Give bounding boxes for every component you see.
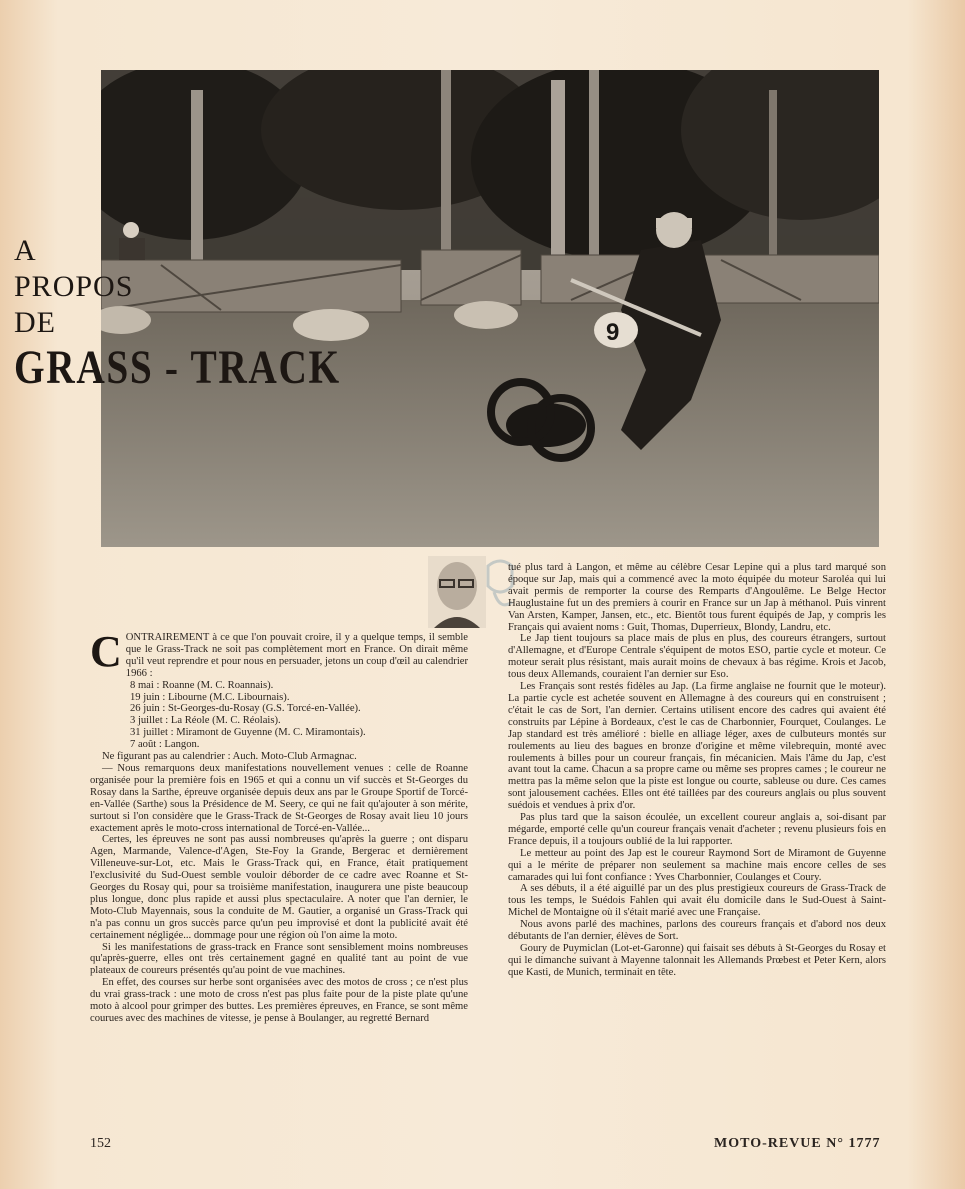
paragraph: Goury de Puymiclan (Lot-et-Garonne) qui faisait ses débuts à St-Georges du Rosay et qui le dimanche suivant à Mayenne talonnait les Allemands Prœbest et Peter Kern, alors que Kasti, de Munich, terminait en tête. (508, 943, 886, 978)
page-number: 152 (90, 1136, 111, 1151)
paragraph: Les Français sont restés fidèles au Jap. (La firme anglaise ne fournit que le moteur). La partie cycle est achetée souvent en Allemagne à des coureurs qui en construisent ; c'était le cas de Sort, l'an dernier. Certains utilisent encore des cadres qui avaient été construits par Lépine à Bordeaux, c'est le cas de Charbonnier, Fourquet, Coulanges. Le Jap standard est très amélioré : bielle en alliage léger, axes de culbuteurs montés sur roulements au lieu des bagues en bronze d'origine et même vilebrequin, monté avec roulements à billes pour un coureur français, fin mécanicien. Mais l'âme du Jap, c'est avant tout la came. Chacun a sa propre came ou même ses propres cames ; le coureur ne mettra pas la même selon que la piste est longue ou courte, sableuse ou dure. Ces cames sont jalousement cachées. Elles ont été taillées par des coureurs anglais ou plus souvent suédois et vendues à prix d'or. (508, 681, 886, 812)
paragraph: — Nous remarquons deux manifestations nouvellement venues : celle de Roanne organisée pour la première fois en 1965 et qui a connu un vif succès et St-Georges du Rosay dans la Sarthe, épreuve organisée depuis deux ans par le Groupe Sportif de Torcé-en-Vallée (Sarthe) sous la Présidence de M. Seery, ce qui ne fait qu'ajouter à son mérite, surtout si l'on considère que le Grass-Track de St-Georges de Rosay avait lieu 10 jours exactement après le moto-cross international de Torcé-en-Vallée... (90, 762, 468, 834)
calendar-entry: 3 juillet : La Réole (M. C. Réolais). (130, 715, 281, 727)
paragraph: Certes, les épreuves ne sont pas aussi nombreuses qu'après la guerre ; ont disparu Agen, Marmande, Valence-d'Agen, Ste-Foy la Grande, Bergerac et dernièrement Villeneuve-sur-Lot, etc. Mais le Grass-Track qui, en France, était pratiquement l'exclusivité du Sud-Ouest semble vouloir déborder de ce cadre avec Roanne et St-Georges du Rosay qui, pour sa troisième manifestation, inaugurera une piste beaucoup plus longue, donc plus rapide et aussi plus spectaculaire. A noter que l'an dernier, le Moto-Club Mayennais, sous la conduite de M. Gautier, a organisé un Grass-Track qui n'a pas connu un gros succès parce qu'un peu improvisé et dont la publicité avait été certainement négligée... dommage pour une région où l'on aime la moto. (90, 834, 468, 941)
calendar-entry: 31 juillet : Miramont de Guyenne (M. C. Miramontais). (130, 727, 366, 739)
paragraph: Nous avons parlé des machines, parlons des coureurs français et d'abord nos deux débutants de l'an dernier, élèves de Sort. (508, 919, 886, 943)
paragraph: Le metteur au point des Jap est le coureur Raymond Sort de Miramont de Guyenne qui a le mérite de préparer non seulement sa machine mais encore celles de ses camarades qui lui font confiance : Yves Charbonnier, Coulanges et Coury. (508, 847, 886, 883)
headline-line-propos: PROPOS (14, 270, 134, 303)
calendar-entry: 19 juin : Libourne (M.C. Libournais). (130, 691, 290, 703)
drop-cap: C (90, 627, 122, 676)
author-portrait (428, 556, 486, 628)
headline-line-de: DE (14, 306, 56, 339)
intro-text: ONTRAIREMENT à ce que l'on pouvait croire, il y a quelque temps, il semble que le Grass-Track ne soit pas complètement mort en France. On dirait même qu'il veut reprendre et pour nous en persuader, jetons un coup d'œil au calendrier 1966 : (125, 632, 468, 679)
event-calendar (90, 680, 468, 751)
paragraph: Le Jap tient toujours sa place mais de plus en plus, des coureurs étrangers, surtout d'Allemagne, et d'Europe Centrale s'équipent de motos ESO, partie cycle et moteur. Ce moteur serait plus résistant, mais aurait moins de chevaux à bas régime. Krois et Jacob, tous deux Allemands, couraient l'an dernier sur Eso. (508, 633, 886, 681)
paragraph: En effet, des courses sur herbe sont organisées avec des motos de cross ; ce n'est plus du vrai grass-track : une moto de cross n'est pas plus faite pour de la piste plate qu'une moto à alcool pour grimper des buttes. Les premières épreuves, en France, se sont même courues avec des machines de vitesse, je pense à Boulanger, au regretté Bernard (90, 977, 468, 1024)
right-column (508, 562, 886, 979)
paragraph: tué plus tard à Langon, et même au célèbre Cesar Lepine qui a plus tard marqué son époque sur Jap, mais qui a commencé avec la moto équipée du moteur Saroléa qui lui avait permis de remporter la course des Remparts d'Angoulême. Le Belge Hector Hauglustaine fut un des premiers à courir en France sur un Jap à méthanol. Puis vinrent Van Arsten, Kamper, Jansen, etc., etc. Bientôt tous furent équipés de Jap, y compris les Français qui avaient noms : Guit, Thomas, Duperrieux, Blondy, Landru, etc. (508, 562, 886, 633)
article-headline (14, 236, 374, 392)
paragraph: Ne figurant pas au calendrier : Auch. Moto-Club Armagnac. (102, 751, 357, 763)
paragraph: Si les manifestations de grass-track en France sont sensiblement moins nombreuses qu'après-guerre, elles ont très certainement gagné en qualité tant au point de vue plateaux de coureurs présentés qu'au point de vue machines. (90, 941, 468, 977)
paragraph: Pas plus tard que la saison écoulée, un excellent coureur anglais a, soi-disant par mégarde, emporté celle qu'un coureur français venait d'acheter ; revenu plusieurs fois en France depuis, il a toujours oublié de la lui rapporter. (508, 812, 886, 847)
rider-number: 9 (606, 319, 620, 346)
paragraph: A ses débuts, il a été aiguillé par un des plus prestigieux coureurs de Grass-Track de tous les temps, le Suédois Fahlen qui avait élu domicile dans le Sud-Ouest à Saint-Michel de Montaigne où il s'était marié avec une Française. (508, 883, 886, 919)
headline-line-grass-track: GRASS - TRACK (14, 341, 341, 394)
calendar-entry: 7 août : Langon. (130, 739, 200, 751)
left-column (90, 627, 468, 1025)
intro-paragraph (90, 627, 468, 680)
magazine-masthead: MOTO-REVUE N° 1777 (714, 1136, 881, 1151)
calendar-entry: 26 juin : St-Georges-du-Rosay (G.S. Torcé-en-Vallée). (130, 703, 361, 715)
calendar-entry: 8 mai : Roanne (M. C. Roannais). (130, 679, 274, 691)
headline-line-a: A (14, 234, 37, 267)
